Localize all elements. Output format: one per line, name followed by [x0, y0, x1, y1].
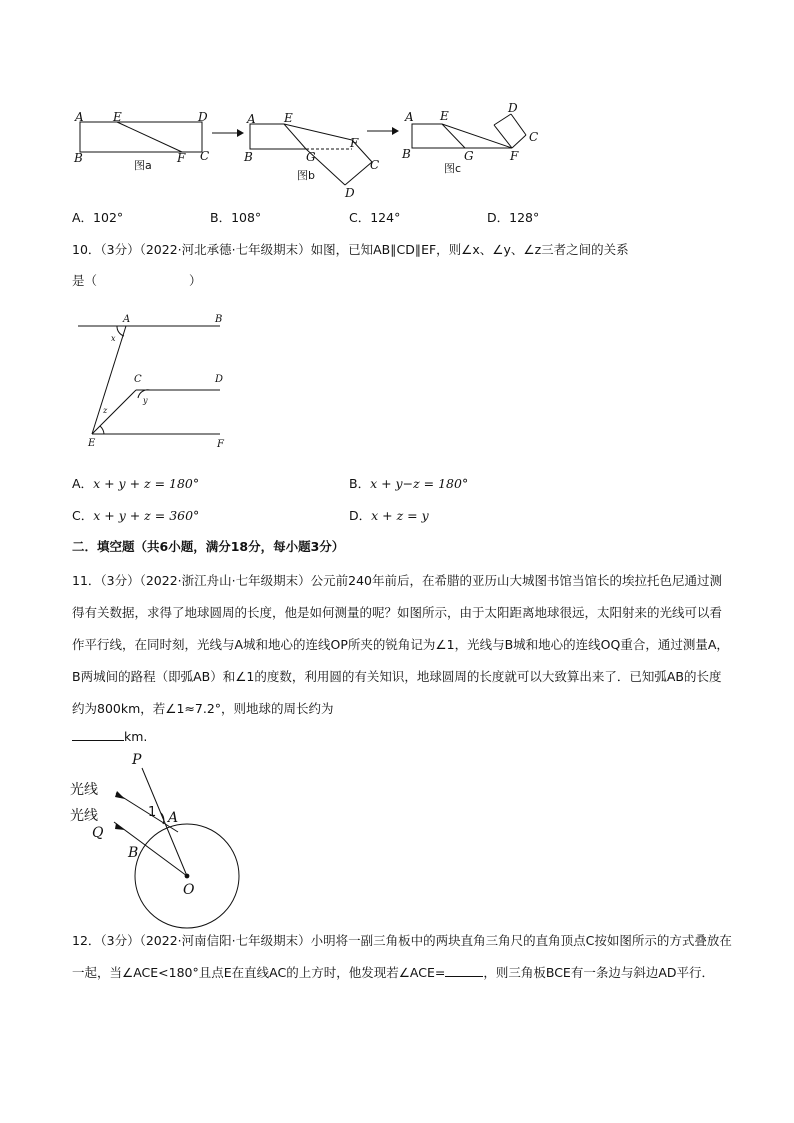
option-expr: x + y + z = 180° [93, 476, 200, 491]
label-light-1: 光线 [70, 782, 98, 798]
label-c: C [370, 158, 380, 172]
label-f: F [510, 149, 519, 163]
label-a: A [168, 810, 179, 826]
q12-stem-pre: 12．（3分）（2022·河南信阳·七年级期末）小明将一副三角板中的两块直角三角尺的直角顶点C按如图所示的方式叠放在一起，当∠ACE<180°且点E在直线AC的上方时，他发现若∠ACE= [72, 933, 732, 980]
label-b: B [402, 147, 411, 161]
label-y: y [143, 396, 148, 405]
option-prefix: B． [349, 476, 371, 491]
q10-option-b [349, 474, 468, 492]
label-f: F [177, 151, 186, 165]
segment-ae [92, 326, 126, 434]
caption-b: 图b [297, 169, 315, 182]
option-prefix: C． [72, 508, 94, 523]
q9-option-b: B．108° [210, 210, 262, 225]
q11-answer-line [72, 728, 147, 745]
label-e: E [113, 110, 122, 124]
outline-b [250, 124, 306, 149]
label-e: E [284, 111, 293, 125]
q10-stem-pre: 是（ [72, 273, 98, 288]
q9-option-a: A．102° [72, 210, 124, 225]
rect-abcd [80, 122, 202, 152]
q9-option-c: C．124° [349, 210, 401, 225]
label-b: B [128, 845, 139, 861]
label-c: C [529, 130, 539, 144]
label-d: D [198, 110, 208, 124]
label-b: B [74, 151, 83, 165]
label-f: F [350, 136, 359, 150]
label-z: z [103, 406, 108, 415]
q11-answer-blank[interactable] [72, 728, 124, 741]
option-prefix: D． [349, 508, 372, 523]
label-c: C [134, 374, 142, 385]
q11-stem: 11．（3分）（2022·浙江舟山·七年级期末）公元前240年前后，在希腊的亚历山大城图书馆当馆长的埃拉托色尼通过测得有关数据，求得了地球圆周的长度，他是如何测量的呢？如图所示，由于太阳距离地球很远，太阳射来的光线可以看作平行线，在同时刻，光线与A城和地心的连线OP所夹的锐角记为∠1，光线与B城和地心的连线OQ重合，通过测量A，B两城间的路程（即弧AB）和∠1的度数，利用圆的有关知识，地球圆周的长度就可以大致算出来了．已知弧AB的长度约为800km，若∠1≈7.2°，则地球的周长约为 [72, 573, 729, 716]
fold-line-ef [117, 122, 182, 152]
q11-figure [68, 750, 268, 925]
label-light-2: 光线 [70, 808, 98, 824]
q9-option-d: D．128° [487, 210, 540, 225]
label-f: F [217, 439, 224, 450]
caption-c: 图c [444, 162, 462, 175]
section-title: 二．填空题（共6小题，满分18分，每小题3分） [72, 539, 345, 554]
label-a: A [405, 110, 414, 124]
label-g: G [306, 150, 316, 164]
label-b: B [215, 314, 223, 325]
q10-stem-line2 [72, 273, 202, 289]
option-expr: x + y + z = 360° [93, 508, 200, 523]
q12-answer-blank[interactable] [445, 964, 483, 977]
caption-a: 图a [134, 159, 152, 172]
label-e: E [440, 109, 449, 123]
q10-stem-post: ） [189, 273, 202, 288]
label-a: A [75, 110, 84, 124]
q10-option-c [72, 506, 199, 524]
option-expr: x + z = y [371, 508, 429, 523]
label-p: P [132, 752, 142, 768]
q10-option-d [349, 506, 429, 524]
label-d: D [345, 186, 355, 200]
label-d: D [508, 101, 518, 115]
q9-figure-c [400, 100, 550, 180]
q9-figure-b [242, 105, 392, 200]
label-x: x [111, 334, 116, 343]
q11-unit: km. [124, 729, 148, 744]
label-q: Q [92, 825, 104, 841]
q12-stem [72, 925, 732, 989]
q9-figure-a [70, 105, 220, 175]
center-point [185, 874, 190, 879]
q10-stem-line1: 10．（3分）（2022·河北承德·七年级期末）如图，已知AB∥CD∥EF，则∠x、∠y、∠z三者之间的关系 [72, 242, 629, 257]
label-d: D [215, 374, 224, 385]
option-expr: x + y−z = 180° [370, 476, 469, 491]
label-b: B [244, 150, 253, 164]
arrow-2 [365, 123, 405, 139]
option-prefix: A． [72, 476, 94, 491]
label-e: E [88, 438, 96, 449]
label-g: G [464, 149, 474, 163]
label-c: C [200, 149, 210, 163]
q12-stem-post: ，则三角板BCE有一条边与斜边AD平行． [483, 965, 715, 980]
label-angle-1: 1 [148, 805, 157, 820]
q10-figure [70, 310, 240, 450]
label-o: O [183, 882, 195, 898]
label-a: A [247, 112, 256, 126]
label-a: A [123, 314, 131, 325]
q10-option-a [72, 474, 199, 492]
